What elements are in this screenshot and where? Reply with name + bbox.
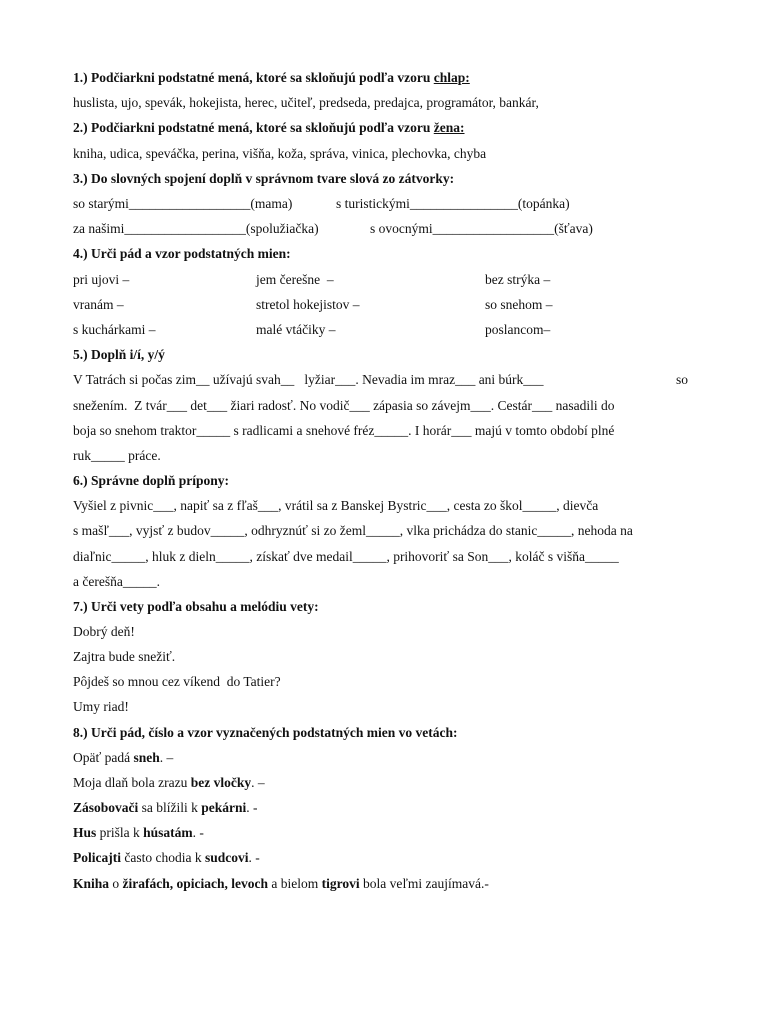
section-4-cell: s kuchárkami – bbox=[73, 322, 156, 337]
section-1-heading-text: 1.) Podčiarkni podstatné mená, ktoré sa skloňujú podľa vzoru bbox=[73, 70, 434, 85]
section-3-heading: 3.) Do slovných spojení doplň v správnom tvare slová zo zátvorky: bbox=[73, 171, 455, 186]
highlighted-noun: Policajti bbox=[73, 850, 121, 865]
plain-text: Moja dlaň bola zrazu bbox=[73, 775, 191, 790]
section-4-cell: stretol hokejistov – bbox=[256, 297, 360, 312]
section-8-sentence bbox=[73, 876, 489, 892]
section-8-sentence bbox=[73, 825, 204, 841]
section-4-cell: malé vtáčiky – bbox=[256, 322, 336, 337]
section-6-heading: 6.) Správne doplň prípony: bbox=[73, 473, 230, 488]
plain-text: . - bbox=[248, 850, 260, 865]
section-5-line1-end: so bbox=[676, 372, 689, 387]
section-4-cell: bez strýka – bbox=[485, 272, 551, 287]
section-8-heading: 8.) Urči pád, číslo a vzor vyznačených podstatných mien vo vetách: bbox=[73, 725, 458, 740]
section-4-cell: pri ujovi – bbox=[73, 272, 130, 287]
section-2-heading bbox=[73, 120, 465, 136]
plain-text: bola veľmi zaujímavá.- bbox=[359, 876, 489, 891]
section-5-line2: snežením. Z tvár___ det___ žiari radosť. No vodič___ zápasia so závejm___. Cestár___ nasadili do bbox=[73, 398, 615, 413]
section-7-heading: 7.) Urči vety podľa obsahu a melódiu vety: bbox=[73, 599, 319, 614]
section-6-line2: s mašľ___, vyjsť z budov_____, odhryznúť si zo žeml_____, vlka prichádza do stanic_____, nehoda na bbox=[73, 523, 633, 538]
section-5-line3: boja so snehom traktor_____ s radlicami a snehové fréz_____. I horár___ majú v tomto období plné bbox=[73, 423, 615, 438]
highlighted-noun: Zásobovači bbox=[73, 800, 139, 815]
section-3-row2-b: s ovocnými__________________(šťava) bbox=[370, 221, 593, 236]
highlighted-noun: tigrovi bbox=[321, 876, 360, 891]
section-2-heading-text: 2.) Podčiarkni podstatné mená, ktoré sa skloňujú podľa vzoru bbox=[73, 120, 434, 135]
section-3-row1-b: s turistickými________________(topánka) bbox=[336, 196, 570, 211]
section-2-pattern: žena: bbox=[433, 120, 465, 135]
section-5-line1: V Tatrách si počas zim__ užívajú svah__ lyžiar___. Nevadia im mraz___ ani búrk___ bbox=[73, 372, 544, 387]
section-1-heading bbox=[73, 70, 470, 86]
section-7-sentence: Dobrý deň! bbox=[73, 624, 135, 639]
section-6-line4: a čerešňa_____. bbox=[73, 574, 160, 589]
plain-text: sa blížili k bbox=[138, 800, 202, 815]
section-8-sentence bbox=[73, 775, 265, 791]
section-4-cell: jem čerešne – bbox=[256, 272, 334, 287]
section-4-cell: vranám – bbox=[73, 297, 124, 312]
section-4-cell: poslancom– bbox=[485, 322, 551, 337]
plain-text: . – bbox=[159, 750, 174, 765]
section-6-line1: Vyšiel z pivnic___, napiť sa z fľaš___, vrátil sa z Banskej Bystric___, cesta zo škol_____, dievča bbox=[73, 498, 599, 513]
plain-text: často chodia k bbox=[120, 850, 205, 865]
plain-text: o bbox=[109, 876, 123, 891]
plain-text: prišla k bbox=[96, 825, 144, 840]
highlighted-noun: žirafách, opiciach, levoch bbox=[122, 876, 269, 891]
highlighted-noun: Kniha bbox=[73, 876, 110, 891]
section-1-pattern: chlap: bbox=[433, 70, 470, 85]
section-5-line4: ruk_____ práce. bbox=[73, 448, 161, 463]
highlighted-noun: pekárni bbox=[201, 800, 247, 815]
section-6-line3: diaľnic_____, hluk z dieln_____, získať dve medail_____, prihovoriť sa Son___, koláč s višňa_____ bbox=[73, 549, 619, 564]
section-7-sentence: Zajtra bude snežiť. bbox=[73, 649, 176, 664]
section-7-sentence: Pôjdeš so mnou cez víkend do Tatier? bbox=[73, 674, 281, 689]
section-4-heading: 4.) Urči pád a vzor podstatných mien: bbox=[73, 246, 291, 261]
section-3-row1-a: so starými__________________(mama) bbox=[73, 196, 293, 211]
highlighted-noun: Hus bbox=[73, 825, 97, 840]
plain-text: a bielom bbox=[268, 876, 322, 891]
section-5-heading: 5.) Doplň i/í, y/ý bbox=[73, 347, 165, 362]
section-2-words: kniha, udica, speváčka, perina, višňa, koža, správa, vinica, plechovka, chyba bbox=[73, 146, 487, 161]
section-1-words: huslista, ujo, spevák, hokejista, herec, učiteľ, predseda, predajca, programátor, bankár, bbox=[73, 95, 539, 110]
section-4-cell: so snehom – bbox=[485, 297, 553, 312]
highlighted-noun: bez vločky bbox=[190, 775, 252, 790]
highlighted-noun: húsatám bbox=[143, 825, 193, 840]
section-8-sentence bbox=[73, 850, 260, 866]
plain-text: . – bbox=[251, 775, 265, 790]
section-3-row2-a: za našimi__________________(spolužiačka) bbox=[73, 221, 319, 236]
plain-text: . - bbox=[246, 800, 258, 815]
section-8-sentence bbox=[73, 750, 173, 766]
section-7-sentence: Umy riad! bbox=[73, 699, 129, 714]
highlighted-noun: sneh bbox=[133, 750, 160, 765]
plain-text: Opäť padá bbox=[73, 750, 134, 765]
section-8-sentence bbox=[73, 800, 258, 816]
plain-text: . - bbox=[192, 825, 204, 840]
highlighted-noun: sudcovi bbox=[204, 850, 249, 865]
